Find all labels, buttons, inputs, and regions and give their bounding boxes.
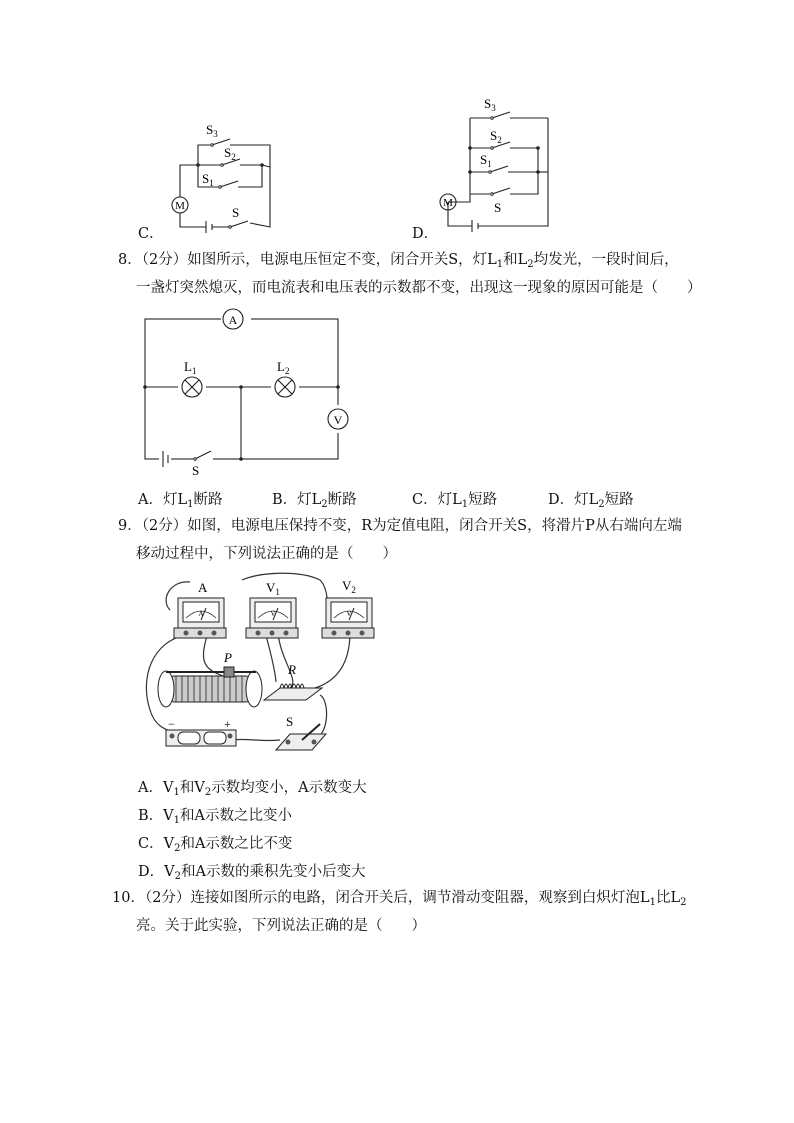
q8-voltmeter-label: V [333, 413, 343, 427]
resistor-device [264, 684, 322, 700]
q8-option-d[interactable]: D．灯$L_2$短路 [548, 492, 634, 510]
rheostat-device [158, 667, 262, 707]
q9-s-label: S [286, 714, 294, 729]
fig-d-s3-label: $S_3$ [484, 96, 496, 113]
fig-d-s-label: S [494, 200, 502, 215]
q9-option-a[interactable]: A．$V_1$和$V_2$示数均变小，A示数变大 [138, 780, 367, 798]
fig-c-s2-label: $S_2$ [224, 145, 236, 162]
q9-plus-label: + [224, 717, 231, 731]
question-8-stem: 8．（2分）如图所示，电源电压恒定不变，闭合开关S，灯$L_1$和$L_2$均发光，一段时间后， 一盏灯突然熄灭，而电流表和电压表的示数都不变，出现这一现象的原因可能是（ ） [118, 252, 702, 296]
q9-option-b[interactable]: B．$V_1$和A示数之比变小 [138, 808, 292, 826]
fig-d-s2-label: $S_2$ [490, 128, 502, 145]
q8-l2-label: $L_2$ [277, 359, 290, 376]
q9-minus-label: − [168, 717, 175, 731]
battery-device [166, 730, 236, 746]
q8-option-c[interactable]: C．灯$L_1$短路 [412, 492, 498, 510]
fig-d-motor-label: M [443, 197, 453, 209]
svg-text:A: A [198, 610, 204, 618]
q9-option-c[interactable]: C．$V_2$和A示数之比不变 [138, 836, 293, 854]
ammeter-device [174, 598, 226, 638]
switch-device [276, 724, 326, 750]
q8-ammeter-label: A [228, 313, 238, 327]
voltmeter-1-device [246, 598, 298, 638]
question-9-apparatus [130, 570, 390, 760]
q9-p-label: P [224, 650, 232, 665]
fig-d-s1-label: $S_1$ [480, 152, 492, 169]
q8-option-b[interactable]: B．灯$L_2$断路 [272, 492, 357, 510]
fig-c-s1-label: $S_1$ [202, 171, 214, 188]
svg-text:V: V [270, 610, 276, 618]
q8-l1-label: $L_1$ [184, 359, 197, 376]
q9-r-label: R [288, 662, 296, 677]
svg-text:V: V [346, 610, 352, 618]
question-9-stem: 9．（2分）如图，电源电压保持不变，R为定值电阻，闭合开关S，将滑片P从右端向左端 移动过程中，下列说法正确的是（ ） [118, 518, 682, 562]
fig-c-s-label: S [232, 205, 240, 220]
q8-switch-label: S [192, 463, 200, 478]
q9-v2-label: $V_2$ [342, 578, 356, 595]
fig-d-option-label: D． [412, 226, 439, 242]
fig-c-motor-label: M [175, 200, 185, 212]
question-8-circuit [135, 305, 355, 480]
figure-d-circuit [410, 92, 570, 240]
q8-option-a[interactable]: A．灯$L_1$断路 [138, 492, 223, 510]
voltmeter-2-device [322, 598, 374, 638]
question-10-stem: 10．（2分）连接如图所示的电路，闭合开关后，调节滑动变阻器，观察到白炽灯泡$L_1$比$L_2$ 亮。关于此实验，下列说法正确的是（ ） [112, 890, 687, 934]
q9-a-label: A [198, 580, 208, 595]
fig-c-option-label: C． [138, 226, 164, 242]
q9-v1-label: $V_1$ [266, 580, 280, 597]
fig-c-s3-label: $S_3$ [206, 122, 218, 139]
q9-option-d[interactable]: D．$V_2$和A示数的乘积先变小后变大 [138, 864, 366, 882]
